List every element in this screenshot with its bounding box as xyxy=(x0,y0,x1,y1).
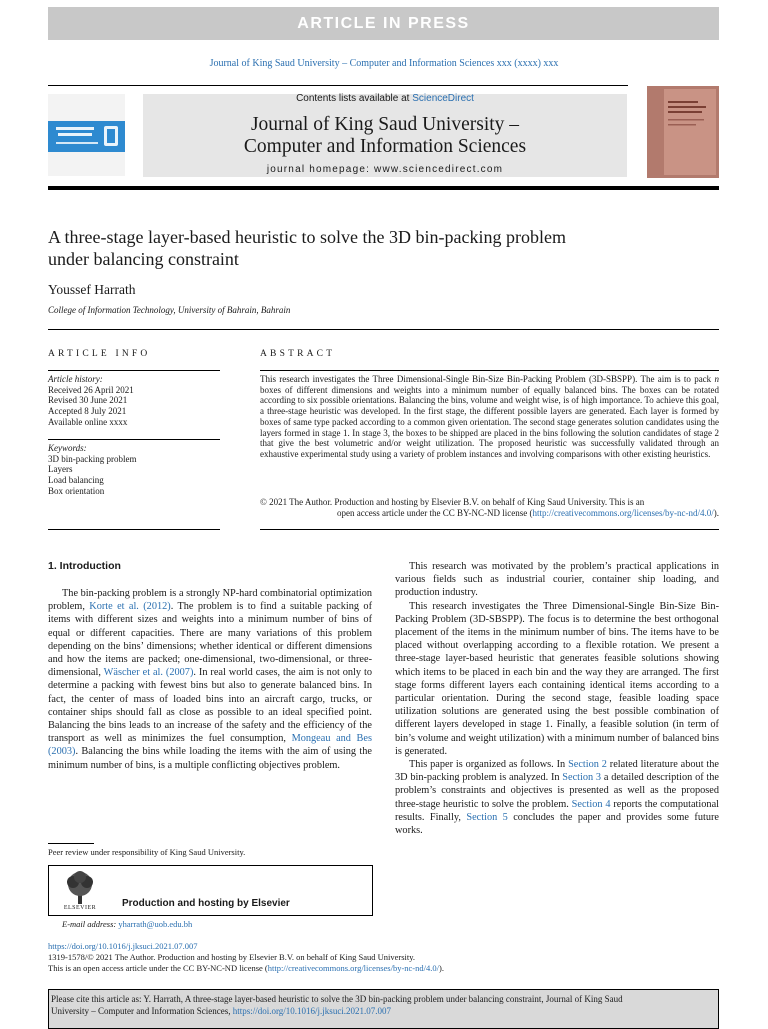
history-item: Received 26 April 2021 xyxy=(48,384,134,395)
article-in-press-banner: ARTICLE IN PRESS xyxy=(48,7,719,40)
citation-text: Please cite this article as: Y. Harrath, A three-stage layer-based heuristic to solve the 3D bin-packing problem under balancing constraint, Journal of King Saud University – Computer and Information Sciences, https://doi.org/10.1016/j.jksuci.2021.07.007 xyxy=(51,994,623,1016)
citation-link[interactable]: Wäscher et al. (2007) xyxy=(103,667,194,679)
university-logo-badge xyxy=(48,121,125,152)
keyword-item: Load balancing xyxy=(48,475,104,486)
citation-doi-link[interactable]: https://doi.org/10.1016/j.jksuci.2021.07.007 xyxy=(232,1006,392,1016)
divider xyxy=(260,529,719,530)
author-affiliation: College of Information Technology, University of Bahrain, Bahrain xyxy=(48,305,291,315)
body-column-left xyxy=(48,587,372,772)
abstract-label: ABSTRACT xyxy=(260,349,336,359)
elsevier-wordmark: ELSEVIER xyxy=(63,905,97,911)
paragraph: This research was motivated by the problem’s practical applications in various fields such as industrial courier, container ship loading, and production industry. xyxy=(395,561,719,599)
body-column-right xyxy=(395,560,719,837)
journal-homepage: journal homepage: www.sciencedirect.com xyxy=(266,164,504,175)
email-link[interactable]: yharrath@uob.edu.bh xyxy=(118,919,193,929)
section-link[interactable]: Section 5 xyxy=(466,811,508,823)
section-link[interactable]: Section 3 xyxy=(562,772,602,784)
keywords: Keywords: 3D bin-packing problem Layers Load balancing Box orientation xyxy=(48,443,220,497)
author-email: E-mail address: yharrath@uob.edu.bh xyxy=(62,919,193,929)
section-heading: 1. Introduction xyxy=(48,560,121,572)
sciencedirect-link[interactable]: ScienceDirect xyxy=(412,93,474,104)
contents-available-line: Contents lists available at ScienceDirect xyxy=(296,93,474,104)
divider xyxy=(48,439,220,440)
paragraph: This paper is organized as follows. In Section 2 related literature about the 3D bin-packing problem is analyzed. In Section 3 a detailed description of the problem’s constraints and objectives is presented as well as the proposed three-stage heuristic to solve the problem. Section 4 reports the computational results. Finally, Section 5 concludes the paper and provides some future works. xyxy=(395,759,720,837)
citation-link[interactable]: Mongeau and Bes (2003) xyxy=(48,733,372,758)
elsevier-logo-icon xyxy=(60,870,100,906)
article-history: Article history: Received 26 April 2021 Revised 30 June 2021 Accepted 8 July 2021 Available online xxxx xyxy=(48,374,220,428)
article-info-label: ARTICLE INFO xyxy=(48,349,151,359)
journal-title: Journal of King Saud University – Computer and Information Sciences xyxy=(243,114,527,157)
divider xyxy=(48,85,628,86)
footnote-divider xyxy=(48,843,94,844)
university-emblem-icon xyxy=(48,121,125,152)
keyword-item: Box orientation xyxy=(48,485,105,496)
paragraph: This research investigates the Three Dimensional-Single Bin-Size Bin-Packing Problem (3D-SBSPP). The focus is to determine the best orthogonal placement of the items in the minimum number of bins. The items have to be placed without overlapping according to a flexible rotation. We present a three-stage layer-based heuristic that generates feasible solutions showing which items to be placed in each bin and the way they are arranged. The first stage forms different layers each containing identical items according to a particular orientation. During the second stage, feasible loading space utilization solutions are generated using the best possible combination of different layers developed in stage 1. Finally, a feasible solution (in term of bin’s volume and weight utilization) with a minimum number of balanced bins is generated. xyxy=(395,600,720,757)
history-item: Accepted 8 July 2021 xyxy=(48,406,127,417)
doi-link[interactable]: https://doi.org/10.1016/j.jksuci.2021.07.007 xyxy=(48,941,198,951)
header-divider xyxy=(48,186,719,190)
journal-cover-panel xyxy=(664,89,716,175)
divider xyxy=(48,329,719,330)
divider xyxy=(260,370,719,371)
license-link[interactable]: http://creativecommons.org/licenses/by-nc-nd/4.0/ xyxy=(267,963,439,973)
cover-lines-icon xyxy=(664,89,716,175)
author-name: Youssef Harrath xyxy=(48,282,136,297)
abstract-text: This research investigates the Three Dimensional-Single Bin-Size Bin-Packing Problem (3D-SBSPP). The aim is to pack n boxes of different dimensions and weights into a minimum number of equally balanced bins. The boxes can be rotated according to six possible orientations. Balancing the bins, volume and weight wise, is of high importance. To achieve this goal, a three-stage heuristic was developed. In the first stage, the different possible layers are generated. Each layer is formed by boxes of same type packed according to a common given orientation. The second stage generates solution candidates using the layers formed in stage 1. In stage 3, the boxes to be shipped are placed in the bins following the solution candidates of stage 2 that give the best volumetric and/or weight utilization. The proposed heuristic was successfully validated through an exhaustive experimental study using a variety of problem instances and involving comparisons with other existing heuristics. xyxy=(260,374,719,459)
divider xyxy=(48,529,220,530)
history-item: Revised 30 June 2021 xyxy=(48,395,128,406)
peer-review-note: Peer review under responsibility of King Saud University. xyxy=(48,847,246,857)
keyword-item: 3D bin-packing problem xyxy=(48,453,137,464)
article-title: A three-stage layer-based heuristic to solve the 3D bin-packing problem under balancing constraint xyxy=(48,227,566,269)
citation-link[interactable]: Korte et al. (2012) xyxy=(89,601,171,613)
keyword-item: Layers xyxy=(48,464,73,475)
section-link[interactable]: Section 2 xyxy=(568,759,607,771)
abstract-copyright: © 2021 The Author. Production and hosting by Elsevier B.V. on behalf of King Saud University. This is an open access article under the CC BY-NC-ND license (http://creativecommons.org/licenses/by-nc-nd/4.0/). xyxy=(260,497,719,518)
history-item: Available online xxxx xyxy=(48,416,128,427)
license-link[interactable]: http://creativecommons.org/licenses/by-nc-nd/4.0/ xyxy=(532,507,714,518)
doi-block: https://doi.org/10.1016/j.jksuci.2021.07.007 1319-1578/© 2021 The Author. Production and hosting by Elsevier B.V. on behalf of King Saud University. This is an open access article under the CC BY-NC-ND license (http://creativecommons.org/licenses/by-nc-nd/4.0/). xyxy=(48,941,444,973)
section-link[interactable]: Section 4 xyxy=(571,798,611,810)
production-hosting-text: Production and hosting by Elsevier xyxy=(122,898,290,909)
paragraph: The bin-packing problem is a strongly NP-hard combinatorial optimization problem, Korte et al. (2012). The problem is to find a suitable packing of items with different sizes and weights into a minimum number of bins of equal or different capacities. There are many variations of this problem depending on the bins’ dimensions; whether identical or different dimensions and how the items are packed; one-dimensional, two-dimensional, or three-dimensional, Wäscher et al. (2007). In real world cases, the aim is not only to determine a packing with fewest bins but also to generate balanced bins. In fact, the center of mass of loaded bins into an aircraft cargo, trucks, or container ships should fall as close as possible to an ideal specified point. Balancing the bins leads to an increase of the safety and the efficiency of the transport as well as minimizes the fuel consumption, Mongeau and Bes (2003). Balancing the bins while loading the items with the aim of using the minimum number of bins, is a multiple conflicting objectives problem. xyxy=(48,588,373,771)
journal-reference-link[interactable]: Journal of King Saud University – Computer and Information Sciences xxx (xxxx) xxx xyxy=(209,58,559,69)
divider xyxy=(48,370,220,371)
